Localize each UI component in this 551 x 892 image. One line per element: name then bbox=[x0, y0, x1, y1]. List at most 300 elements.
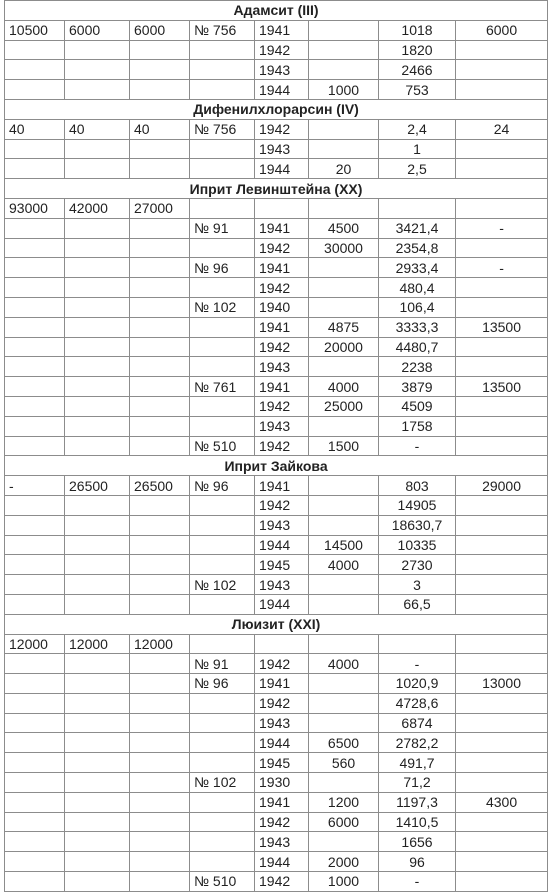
year-cell: 1943 bbox=[255, 832, 309, 852]
col-g-cell bbox=[309, 832, 379, 852]
year-cell: 1942 bbox=[255, 693, 309, 713]
plant-number-cell bbox=[190, 139, 255, 159]
plant-number-cell bbox=[190, 396, 255, 416]
col-b-cell bbox=[65, 377, 130, 397]
col-b-cell bbox=[65, 575, 130, 595]
col-c-cell bbox=[130, 337, 190, 357]
col-b-cell bbox=[65, 852, 130, 872]
year-cell: 1944 bbox=[255, 733, 309, 753]
col-i-cell bbox=[456, 238, 548, 258]
col-g-cell: 4500 bbox=[309, 218, 379, 238]
col-a-cell bbox=[5, 377, 65, 397]
plant-number-cell bbox=[190, 317, 255, 337]
col-i-cell bbox=[456, 159, 548, 179]
year-cell: 1941 bbox=[255, 476, 309, 496]
col-a-cell: 40 bbox=[5, 119, 65, 139]
table-row bbox=[5, 555, 548, 575]
year-cell: 1942 bbox=[255, 396, 309, 416]
col-a-cell bbox=[5, 753, 65, 773]
year-cell: 1942 bbox=[255, 495, 309, 515]
col-g-cell bbox=[309, 674, 379, 694]
table-row bbox=[5, 198, 548, 218]
year-cell: 1942 bbox=[255, 654, 309, 674]
col-b-cell bbox=[65, 594, 130, 614]
col-i-cell: 4300 bbox=[456, 792, 548, 812]
col-a-cell bbox=[5, 337, 65, 357]
table-row bbox=[5, 297, 548, 317]
plant-number-cell bbox=[190, 535, 255, 555]
col-c-cell bbox=[130, 872, 190, 892]
year-cell: 1942 bbox=[255, 436, 309, 456]
col-b-cell bbox=[65, 297, 130, 317]
col-b-cell: 26500 bbox=[65, 476, 130, 496]
table-row bbox=[5, 654, 548, 674]
year-cell: 1941 bbox=[255, 377, 309, 397]
col-i-cell bbox=[456, 535, 548, 555]
col-g-cell bbox=[309, 495, 379, 515]
table-row bbox=[5, 80, 548, 100]
col-g-cell bbox=[309, 258, 379, 278]
col-g-cell: 1000 bbox=[309, 872, 379, 892]
col-c-cell bbox=[130, 555, 190, 575]
col-c-cell: 6000 bbox=[130, 20, 190, 40]
col-a-cell: 12000 bbox=[5, 634, 65, 654]
plant-number-cell: № 96 bbox=[190, 674, 255, 694]
col-a-cell bbox=[5, 80, 65, 100]
table-row bbox=[5, 317, 548, 337]
plant-number-cell bbox=[190, 80, 255, 100]
table-row bbox=[5, 218, 548, 238]
col-i-cell bbox=[456, 60, 548, 80]
table-row bbox=[5, 812, 548, 832]
col-a-cell: - bbox=[5, 476, 65, 496]
table-row bbox=[5, 278, 548, 298]
col-g-cell bbox=[309, 575, 379, 595]
col-i-cell: 6000 bbox=[456, 20, 548, 40]
col-g-cell bbox=[309, 357, 379, 377]
plant-number-cell: № 96 bbox=[190, 476, 255, 496]
col-i-cell bbox=[456, 396, 548, 416]
table-row bbox=[5, 535, 548, 555]
col-b-cell bbox=[65, 713, 130, 733]
year-cell: 1943 bbox=[255, 357, 309, 377]
col-g-cell: 4000 bbox=[309, 555, 379, 575]
col-i-cell bbox=[456, 634, 548, 654]
year-cell: 1943 bbox=[255, 575, 309, 595]
table-row bbox=[5, 495, 548, 515]
section-title: Иприт Левинштейна (XX) bbox=[5, 179, 548, 199]
col-g-cell: 4000 bbox=[309, 654, 379, 674]
col-a-cell bbox=[5, 278, 65, 298]
col-a-cell bbox=[5, 416, 65, 436]
col-h-cell: 10335 bbox=[379, 535, 456, 555]
col-g-cell bbox=[309, 60, 379, 80]
col-a-cell bbox=[5, 792, 65, 812]
col-a-cell bbox=[5, 733, 65, 753]
col-g-cell: 20000 bbox=[309, 337, 379, 357]
col-c-cell bbox=[130, 396, 190, 416]
table-row bbox=[5, 852, 548, 872]
section-title: Дифенилхлорарсин (IV) bbox=[5, 99, 548, 119]
col-i-cell: 24 bbox=[456, 119, 548, 139]
col-a-cell bbox=[5, 515, 65, 535]
col-b-cell: 12000 bbox=[65, 634, 130, 654]
col-a-cell bbox=[5, 832, 65, 852]
col-i-cell bbox=[456, 654, 548, 674]
col-i-cell bbox=[456, 139, 548, 159]
col-g-cell: 1200 bbox=[309, 792, 379, 812]
col-h-cell: 4480,7 bbox=[379, 337, 456, 357]
col-h-cell: 3879 bbox=[379, 377, 456, 397]
col-h-cell: 66,5 bbox=[379, 594, 456, 614]
col-c-cell bbox=[130, 812, 190, 832]
col-c-cell bbox=[130, 832, 190, 852]
plant-number-cell bbox=[190, 555, 255, 575]
plant-number-cell: № 96 bbox=[190, 258, 255, 278]
plant-number-cell: № 102 bbox=[190, 575, 255, 595]
year-cell: 1944 bbox=[255, 80, 309, 100]
col-i-cell bbox=[456, 278, 548, 298]
data-table bbox=[4, 0, 548, 892]
col-a-cell bbox=[5, 60, 65, 80]
col-i-cell bbox=[456, 812, 548, 832]
table-row bbox=[5, 713, 548, 733]
plant-number-cell bbox=[190, 40, 255, 60]
col-a-cell bbox=[5, 713, 65, 733]
year-cell: 1930 bbox=[255, 773, 309, 793]
section-header-row bbox=[5, 614, 548, 634]
plant-number-cell: № 756 bbox=[190, 119, 255, 139]
table-row bbox=[5, 20, 548, 40]
col-g-cell bbox=[309, 20, 379, 40]
col-b-cell bbox=[65, 674, 130, 694]
table-row bbox=[5, 238, 548, 258]
table-row bbox=[5, 733, 548, 753]
year-cell: 1941 bbox=[255, 674, 309, 694]
col-h-cell: 1820 bbox=[379, 40, 456, 60]
col-c-cell bbox=[130, 357, 190, 377]
col-h-cell: 1758 bbox=[379, 416, 456, 436]
table-row bbox=[5, 773, 548, 793]
plant-number-cell bbox=[190, 812, 255, 832]
col-h-cell: 1020,9 bbox=[379, 674, 456, 694]
col-h-cell: 4509 bbox=[379, 396, 456, 416]
plant-number-cell bbox=[190, 832, 255, 852]
col-g-cell bbox=[309, 40, 379, 60]
col-a-cell bbox=[5, 396, 65, 416]
table-body bbox=[5, 1, 548, 892]
plant-number-cell bbox=[190, 713, 255, 733]
col-g-cell bbox=[309, 139, 379, 159]
table-row bbox=[5, 119, 548, 139]
col-a-cell bbox=[5, 773, 65, 793]
plant-number-cell: № 91 bbox=[190, 218, 255, 238]
col-b-cell bbox=[65, 792, 130, 812]
year-cell: 1942 bbox=[255, 337, 309, 357]
col-i-cell bbox=[456, 436, 548, 456]
plant-number-cell bbox=[190, 416, 255, 436]
col-i-cell bbox=[456, 515, 548, 535]
col-c-cell bbox=[130, 416, 190, 436]
col-g-cell bbox=[309, 416, 379, 436]
col-b-cell bbox=[65, 238, 130, 258]
year-cell: 1945 bbox=[255, 753, 309, 773]
year-cell: 1940 bbox=[255, 297, 309, 317]
col-b-cell bbox=[65, 40, 130, 60]
col-i-cell bbox=[456, 575, 548, 595]
col-h-cell: 3421,4 bbox=[379, 218, 456, 238]
col-b-cell bbox=[65, 218, 130, 238]
col-i-cell bbox=[456, 693, 548, 713]
col-c-cell bbox=[130, 278, 190, 298]
col-b-cell bbox=[65, 416, 130, 436]
col-b-cell bbox=[65, 139, 130, 159]
col-b-cell bbox=[65, 317, 130, 337]
col-c-cell bbox=[130, 773, 190, 793]
plant-number-cell bbox=[190, 159, 255, 179]
col-i-cell bbox=[456, 80, 548, 100]
col-b-cell bbox=[65, 733, 130, 753]
col-c-cell bbox=[130, 575, 190, 595]
col-g-cell bbox=[309, 297, 379, 317]
section-header-row bbox=[5, 1, 548, 21]
table-row bbox=[5, 139, 548, 159]
col-h-cell: 2,4 bbox=[379, 119, 456, 139]
col-b-cell bbox=[65, 278, 130, 298]
year-cell: 1941 bbox=[255, 792, 309, 812]
plant-number-cell: № 102 bbox=[190, 297, 255, 317]
col-h-cell: 3333,3 bbox=[379, 317, 456, 337]
year-cell: 1944 bbox=[255, 594, 309, 614]
col-a-cell bbox=[5, 535, 65, 555]
col-h-cell: 491,7 bbox=[379, 753, 456, 773]
year-cell: 1942 bbox=[255, 872, 309, 892]
plant-number-cell bbox=[190, 792, 255, 812]
year-cell: 1942 bbox=[255, 238, 309, 258]
year-cell: 1941 bbox=[255, 20, 309, 40]
year-cell: 1944 bbox=[255, 535, 309, 555]
col-h-cell: - bbox=[379, 654, 456, 674]
col-h-cell: 1 bbox=[379, 139, 456, 159]
col-i-cell bbox=[456, 594, 548, 614]
year-cell bbox=[255, 198, 309, 218]
col-b-cell bbox=[65, 693, 130, 713]
col-b-cell bbox=[65, 357, 130, 377]
plant-number-cell bbox=[190, 60, 255, 80]
col-c-cell bbox=[130, 535, 190, 555]
year-cell: 1944 bbox=[255, 159, 309, 179]
col-i-cell bbox=[456, 872, 548, 892]
table-row bbox=[5, 396, 548, 416]
plant-number-cell bbox=[190, 515, 255, 535]
col-i-cell: 13500 bbox=[456, 317, 548, 337]
col-a-cell bbox=[5, 139, 65, 159]
col-g-cell bbox=[309, 773, 379, 793]
col-a-cell bbox=[5, 693, 65, 713]
section-header-row bbox=[5, 179, 548, 199]
col-i-cell bbox=[456, 495, 548, 515]
col-c-cell bbox=[130, 238, 190, 258]
col-g-cell bbox=[309, 713, 379, 733]
col-b-cell: 40 bbox=[65, 119, 130, 139]
col-i-cell bbox=[456, 852, 548, 872]
table-row bbox=[5, 377, 548, 397]
col-b-cell bbox=[65, 555, 130, 575]
plant-number-cell: № 510 bbox=[190, 436, 255, 456]
plant-number-cell: № 91 bbox=[190, 654, 255, 674]
table-row bbox=[5, 872, 548, 892]
col-h-cell: 2,5 bbox=[379, 159, 456, 179]
col-h-cell: 2782,2 bbox=[379, 733, 456, 753]
col-h-cell: 4728,6 bbox=[379, 693, 456, 713]
col-i-cell bbox=[456, 713, 548, 733]
col-h-cell: 2466 bbox=[379, 60, 456, 80]
table-row bbox=[5, 792, 548, 812]
year-cell: 1943 bbox=[255, 60, 309, 80]
col-h-cell: 71,2 bbox=[379, 773, 456, 793]
col-h-cell: - bbox=[379, 872, 456, 892]
col-h-cell bbox=[379, 198, 456, 218]
col-h-cell: 1410,5 bbox=[379, 812, 456, 832]
col-a-cell: 10500 bbox=[5, 20, 65, 40]
col-g-cell: 14500 bbox=[309, 535, 379, 555]
col-h-cell: 753 bbox=[379, 80, 456, 100]
col-b-cell: 6000 bbox=[65, 20, 130, 40]
col-i-cell: - bbox=[456, 258, 548, 278]
col-i-cell: - bbox=[456, 218, 548, 238]
col-a-cell bbox=[5, 594, 65, 614]
table-row bbox=[5, 416, 548, 436]
col-a-cell bbox=[5, 872, 65, 892]
year-cell: 1942 bbox=[255, 278, 309, 298]
year-cell: 1943 bbox=[255, 515, 309, 535]
year-cell: 1941 bbox=[255, 317, 309, 337]
section-header-row bbox=[5, 456, 548, 476]
col-h-cell: 803 bbox=[379, 476, 456, 496]
section-header-row bbox=[5, 99, 548, 119]
col-h-cell: 106,4 bbox=[379, 297, 456, 317]
col-i-cell bbox=[456, 753, 548, 773]
col-h-cell: 2730 bbox=[379, 555, 456, 575]
col-g-cell bbox=[309, 119, 379, 139]
col-c-cell bbox=[130, 258, 190, 278]
plant-number-cell bbox=[190, 337, 255, 357]
year-cell: 1942 bbox=[255, 812, 309, 832]
col-a-cell bbox=[5, 436, 65, 456]
col-c-cell bbox=[130, 792, 190, 812]
col-i-cell bbox=[456, 555, 548, 575]
section-title: Адамсит (III) bbox=[5, 1, 548, 21]
col-c-cell bbox=[130, 654, 190, 674]
col-c-cell bbox=[130, 139, 190, 159]
table-row bbox=[5, 40, 548, 60]
plant-number-cell: № 510 bbox=[190, 872, 255, 892]
col-g-cell bbox=[309, 515, 379, 535]
col-g-cell: 6000 bbox=[309, 812, 379, 832]
table-row bbox=[5, 634, 548, 654]
col-g-cell bbox=[309, 693, 379, 713]
col-a-cell bbox=[5, 852, 65, 872]
col-c-cell bbox=[130, 80, 190, 100]
table-row bbox=[5, 832, 548, 852]
col-a-cell bbox=[5, 575, 65, 595]
col-a-cell bbox=[5, 297, 65, 317]
table-row bbox=[5, 60, 548, 80]
plant-number-cell bbox=[190, 693, 255, 713]
col-g-cell bbox=[309, 198, 379, 218]
year-cell: 1941 bbox=[255, 218, 309, 238]
col-b-cell bbox=[65, 436, 130, 456]
col-b-cell bbox=[65, 60, 130, 80]
year-cell: 1941 bbox=[255, 258, 309, 278]
year-cell: 1942 bbox=[255, 40, 309, 60]
table-row bbox=[5, 258, 548, 278]
col-g-cell: 2000 bbox=[309, 852, 379, 872]
table-row bbox=[5, 674, 548, 694]
plant-number-cell bbox=[190, 594, 255, 614]
plant-number-cell: № 761 bbox=[190, 377, 255, 397]
col-h-cell: 96 bbox=[379, 852, 456, 872]
plant-number-cell: № 756 bbox=[190, 20, 255, 40]
col-i-cell bbox=[456, 832, 548, 852]
col-c-cell bbox=[130, 674, 190, 694]
col-c-cell bbox=[130, 852, 190, 872]
plant-number-cell bbox=[190, 852, 255, 872]
col-i-cell bbox=[456, 40, 548, 60]
col-g-cell: 30000 bbox=[309, 238, 379, 258]
col-c-cell bbox=[130, 713, 190, 733]
col-c-cell bbox=[130, 60, 190, 80]
col-a-cell bbox=[5, 40, 65, 60]
col-c-cell: 26500 bbox=[130, 476, 190, 496]
col-c-cell: 40 bbox=[130, 119, 190, 139]
col-h-cell: 1197,3 bbox=[379, 792, 456, 812]
table-row bbox=[5, 159, 548, 179]
col-b-cell bbox=[65, 159, 130, 179]
col-b-cell bbox=[65, 535, 130, 555]
col-a-cell: 93000 bbox=[5, 198, 65, 218]
col-b-cell bbox=[65, 773, 130, 793]
col-g-cell: 1500 bbox=[309, 436, 379, 456]
col-i-cell bbox=[456, 198, 548, 218]
col-h-cell: - bbox=[379, 436, 456, 456]
table-row bbox=[5, 693, 548, 713]
plant-number-cell bbox=[190, 198, 255, 218]
col-g-cell: 4000 bbox=[309, 377, 379, 397]
section-title: Люизит (XXI) bbox=[5, 614, 548, 634]
col-b-cell: 42000 bbox=[65, 198, 130, 218]
col-b-cell bbox=[65, 258, 130, 278]
year-cell bbox=[255, 634, 309, 654]
col-i-cell bbox=[456, 337, 548, 357]
col-h-cell: 2933,4 bbox=[379, 258, 456, 278]
plant-number-cell bbox=[190, 278, 255, 298]
col-c-cell bbox=[130, 40, 190, 60]
col-c-cell bbox=[130, 436, 190, 456]
col-g-cell: 25000 bbox=[309, 396, 379, 416]
col-h-cell: 1018 bbox=[379, 20, 456, 40]
col-h-cell: 18630,7 bbox=[379, 515, 456, 535]
col-i-cell bbox=[456, 416, 548, 436]
table-row bbox=[5, 594, 548, 614]
col-i-cell bbox=[456, 357, 548, 377]
col-a-cell bbox=[5, 555, 65, 575]
col-b-cell bbox=[65, 80, 130, 100]
col-a-cell bbox=[5, 218, 65, 238]
col-h-cell: 2238 bbox=[379, 357, 456, 377]
col-i-cell: 13500 bbox=[456, 377, 548, 397]
plant-number-cell: № 102 bbox=[190, 773, 255, 793]
